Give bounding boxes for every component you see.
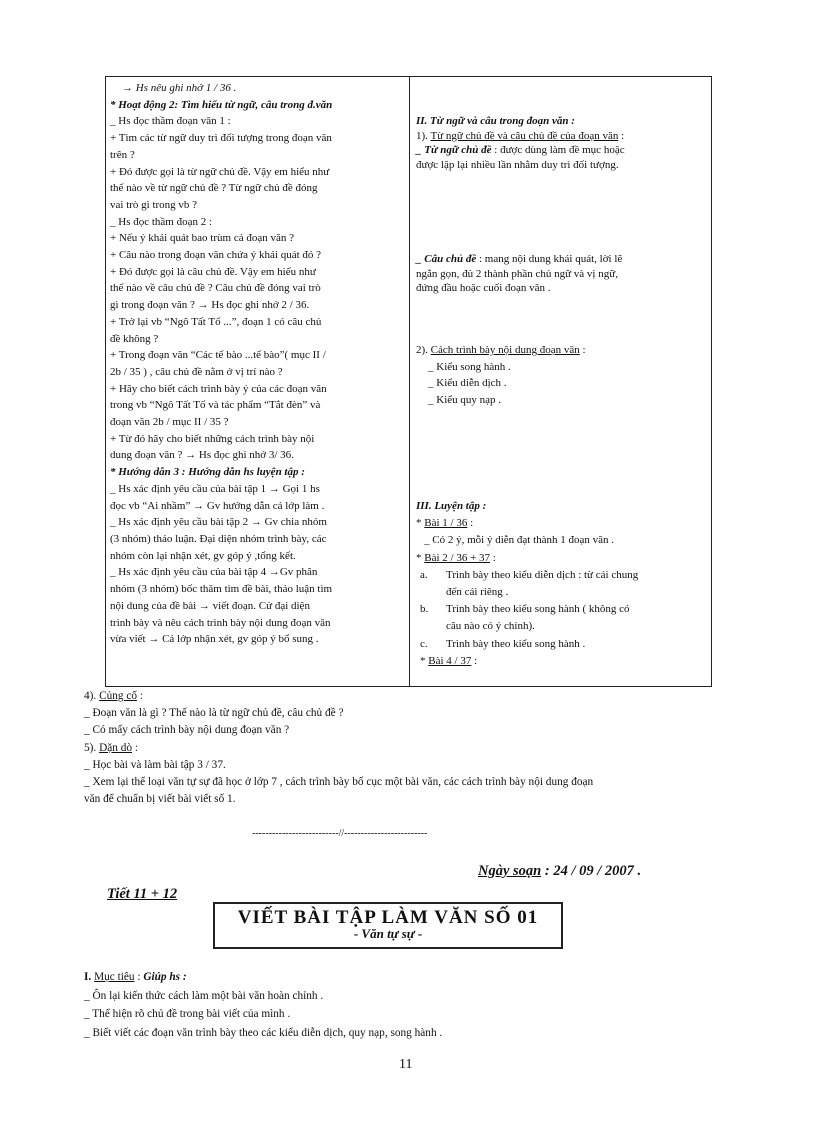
exercise-1-text: _ Có 2 ý, mỗi ý diễn đạt thành 1 đoạn văn . bbox=[424, 534, 615, 547]
topic-sentence-block bbox=[416, 252, 708, 296]
exercise-colon: : bbox=[492, 551, 496, 564]
exercise-colon: : bbox=[470, 517, 474, 530]
section-separator: --------------------------//------------------------- bbox=[252, 828, 428, 839]
list-item: _ Kiểu diễn dịch . bbox=[428, 377, 507, 390]
table-row: thế nào về câu chủ đề ? Câu chủ đề đóng vai trò bbox=[110, 282, 321, 295]
practice-block bbox=[416, 498, 708, 670]
presentation-block bbox=[416, 342, 708, 409]
exercise-colon: : bbox=[474, 654, 478, 667]
table-row: nhóm (3 nhóm) bốc thăm tìm đề bài, thảo luận tìm bbox=[110, 583, 333, 596]
list-marker: c. bbox=[420, 637, 428, 650]
sub-number: 1). bbox=[416, 129, 428, 142]
date-label: Ngày soạn bbox=[478, 863, 542, 879]
sec-number: 4). bbox=[84, 690, 97, 702]
list-marker: b. bbox=[420, 603, 429, 616]
sec-label: Dặn dò bbox=[99, 741, 133, 754]
table-row: gì trong đoạn văn ? → Hs đọc ghi nhớ 2 / 36. bbox=[110, 299, 310, 312]
column-divider bbox=[409, 77, 410, 686]
sub-colon: : bbox=[621, 129, 625, 142]
list-item: _ Học bài và làm bài tập 3 / 37. bbox=[84, 758, 226, 771]
sub-label: Từ ngữ chủ đề và câu chủ đề của đoạn văn bbox=[430, 129, 619, 142]
topic-words-text: : được dùng làm đề mục hoặc bbox=[494, 144, 625, 156]
objectives-section bbox=[84, 968, 442, 1042]
lesson-table bbox=[105, 76, 712, 687]
table-row: nhóm còn lại nhận xét, gv góp ý ,tổng kết. bbox=[110, 549, 296, 562]
list-marker: a. bbox=[420, 568, 428, 581]
item-text: Trình bày theo kiểu diễn dịch : từ cái chung bbox=[446, 568, 639, 581]
exercise-4-label: Bài 4 / 37 bbox=[428, 654, 472, 667]
list-item bbox=[416, 567, 708, 584]
topic-words-label: _ Từ ngữ chủ đề bbox=[416, 144, 492, 156]
subsection-2-1 bbox=[416, 129, 708, 144]
section-4-heading bbox=[84, 688, 593, 705]
section-2-block bbox=[416, 114, 708, 172]
section-2-title: II. Từ ngữ và câu trong đoạn văn : bbox=[416, 115, 575, 127]
sub-colon: : bbox=[582, 344, 586, 356]
sec-number: 5). bbox=[84, 741, 97, 754]
subsection-2-2 bbox=[416, 342, 708, 359]
list-item: văn để chuẩn bị viết bài viết số 1. bbox=[84, 793, 236, 806]
bullet-star: * bbox=[416, 551, 422, 564]
list-item bbox=[416, 636, 708, 653]
table-row: + Hãy cho biết cách trình bày ý của các đoạn văn bbox=[110, 382, 327, 395]
table-row: _ Hs xác định yêu cầu của bài tập 4 →Gv phân bbox=[110, 566, 318, 579]
list-item bbox=[416, 601, 708, 618]
table-row: đoạn văn 2b / mục II / 35 ? bbox=[110, 416, 229, 429]
obj-sub: Giúp hs : bbox=[143, 971, 187, 983]
sec-colon: : bbox=[139, 690, 144, 702]
obj-label: Mục tiêu bbox=[94, 971, 135, 983]
list-item-cont: đến cái riêng . bbox=[446, 586, 509, 599]
lesson-title: VIẾT BÀI TẬP LÀM VĂN SỐ 01 bbox=[237, 907, 539, 928]
table-row: + Tìm các từ ngữ duy trì đối tượng trong đoạn văn bbox=[110, 132, 332, 145]
exercise-1-label: Bài 1 / 36 bbox=[424, 517, 468, 530]
bullet-star: * bbox=[420, 654, 426, 667]
exercise-1-heading bbox=[416, 515, 708, 532]
table-row: (3 nhóm) thảo luận. Đại diện nhóm trình bày, các bbox=[110, 532, 327, 545]
list-item: _ Đoạn văn là gì ? Thế nào là từ ngữ chủ đề, câu chủ đề ? bbox=[84, 707, 344, 720]
table-row: → Hs nêu ghi nhớ 1 / 36 . bbox=[122, 82, 237, 94]
topic-words-def bbox=[416, 143, 708, 158]
activity-2-heading: * Hoạt động 2: Tìm hiểu từ ngữ, câu trong đ.văn bbox=[110, 98, 333, 111]
page-number: 11 bbox=[399, 1057, 413, 1072]
date-line bbox=[478, 863, 641, 880]
table-row: thế nào về từ ngữ chủ đề ? Từ ngữ chủ đề đóng bbox=[110, 182, 318, 195]
exercise-2-label: Bài 2 / 36 + 37 bbox=[424, 551, 491, 564]
teacher-student-activities-column bbox=[110, 80, 402, 648]
topic-words-def-2: được lặp lại nhiều lần nhằm duy trì đối tượng. bbox=[416, 158, 619, 171]
exercise-4-heading bbox=[416, 653, 708, 670]
sub-number: 2). bbox=[416, 344, 428, 356]
list-item: _ Kiểu song hành . bbox=[428, 360, 511, 373]
topic-sentence-label: _ Câu chủ đề bbox=[416, 253, 477, 265]
table-row: _ Hs đọc thầm đoạn văn 1 : bbox=[110, 115, 231, 128]
table-row: _ Hs xác định yêu cầu của bài tập 1 → Gọi 1 hs bbox=[110, 482, 320, 495]
table-row: + Trở lại vb “Ngô Tất Tố ...”, đoạn 1 có câu chủ bbox=[110, 315, 322, 328]
topic-sentence-def-3: đứng đầu hoặc cuối đoạn văn . bbox=[416, 282, 551, 294]
table-row: vai trò gì trong vb ? bbox=[110, 198, 198, 211]
lesson-title-box bbox=[213, 902, 563, 949]
table-row: + Câu nào trong đoạn văn chứa ý khái quát đó ? bbox=[110, 249, 322, 262]
table-row: vừa viết → Cả lớp nhận xét, gv góp ý bổ sung . bbox=[110, 633, 319, 646]
table-row: đọc vb “Ai nhầm” → Gv hướng dẫn cả lớp làm . bbox=[110, 499, 325, 512]
table-row: trình bày và nêu cách trình bày nội dung đoạn văn bbox=[110, 616, 331, 629]
sec-label: Củng cố bbox=[99, 690, 138, 702]
topic-sentence-text: : mang nội dung khái quát, lời lẽ bbox=[478, 253, 623, 265]
table-row: + Trong đoạn văn “Các tế bào ...tế bào”( mục II / bbox=[110, 349, 326, 362]
item-text: Trình bày theo kiểu song hành ( không có bbox=[446, 603, 630, 616]
list-item: _ Xem lại thể loại văn tự sự đã học ở lớp 7 , cách trình bày bố cục một bài văn, các cách trình bày nội dung đoạn bbox=[84, 776, 594, 789]
list-item: _ Kiểu quy nạp . bbox=[428, 394, 502, 407]
table-row: trong vb “Ngô Tất Tố và tác phẩm “Tắt đèn” và bbox=[110, 399, 321, 412]
exercise-2-heading bbox=[416, 550, 708, 567]
obj-colon: : bbox=[137, 971, 141, 983]
date-value: : 24 / 09 / 2007 . bbox=[544, 863, 642, 879]
consolidation-homework bbox=[84, 688, 593, 808]
topic-sentence-def-2: ngắn gọn, đủ 2 thành phần chủ ngữ và vị ngữ, bbox=[416, 267, 618, 280]
section-3-title: III. Luyện tập : bbox=[416, 500, 487, 512]
table-row: trên ? bbox=[110, 148, 135, 161]
table-row: 2b / 35 ) , câu chủ đề nằm ở vị trí nào ? bbox=[110, 365, 283, 378]
list-item-cont: câu nào có ý chính). bbox=[446, 620, 535, 633]
list-item: _ Thể hiện rõ chủ đề trong bài viết của mình . bbox=[84, 1008, 291, 1021]
objectives-heading bbox=[84, 968, 442, 987]
lesson-subtitle: - Văn tự sự - bbox=[353, 926, 423, 941]
activity-3-heading: * Hướng dẫn 3 : Hướng dẫn hs luyện tập : bbox=[110, 466, 305, 479]
item-text: Trình bày theo kiểu song hành . bbox=[446, 637, 586, 650]
list-item: _ Biết viết các đoạn văn trình bày theo các kiểu diễn dịch, quy nạp, song hành . bbox=[84, 1026, 443, 1039]
period-label: Tiết 11 + 12 bbox=[107, 886, 178, 902]
sub-label: Cách trình bày nội dung đoạn văn bbox=[430, 344, 580, 356]
table-row: + Từ đó hãy cho biết những cách trình bày nội bbox=[110, 432, 315, 445]
table-row: + Đó được gọi là từ ngữ chủ đề. Vậy em hiểu như bbox=[110, 165, 330, 178]
table-row: + Nếu ý khái quát bao trùm cả đoạn văn ? bbox=[110, 232, 294, 245]
table-row: _ Hs đọc thầm đoạn 2 : bbox=[110, 215, 213, 228]
obj-number: I. bbox=[84, 971, 92, 983]
list-item: _ Có mấy cách trình bày nội dung đoạn văn ? bbox=[84, 724, 290, 737]
table-row: + Đó được gọi là câu chủ đề. Vậy em hiểu như bbox=[110, 265, 316, 278]
sec-colon: : bbox=[134, 741, 138, 754]
table-row: dung đoạn văn ? → Hs đọc ghi nhớ 3/ 36. bbox=[110, 449, 294, 462]
section-5-heading bbox=[84, 740, 593, 757]
table-row: _ Hs xác định yêu cầu bài tập 2 → Gv chia nhóm bbox=[110, 516, 327, 529]
list-item: _ Ôn lại kiến thức cách làm một bài văn hoàn chỉnh . bbox=[84, 989, 324, 1002]
table-row: nội dung của đề bài → viết đoạn. Cử đại diện bbox=[110, 599, 310, 612]
bullet-star: * bbox=[416, 517, 422, 530]
table-row: đề không ? bbox=[110, 332, 159, 345]
topic-sentence-def bbox=[416, 252, 708, 267]
